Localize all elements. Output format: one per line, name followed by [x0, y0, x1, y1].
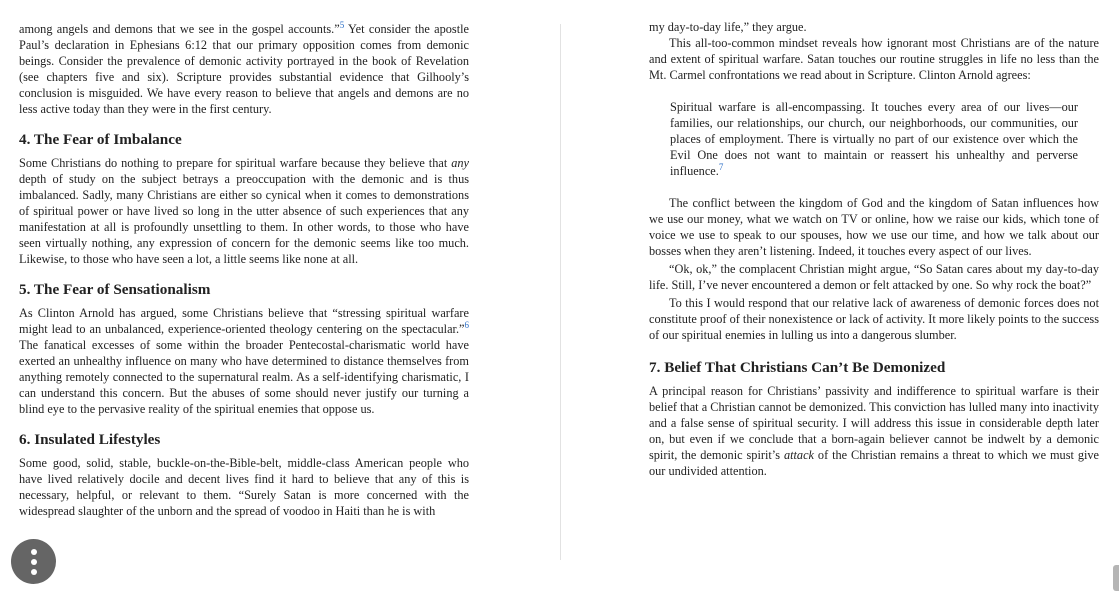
paragraph: [19, 155, 469, 267]
more-vertical-icon: [31, 569, 37, 575]
footnote-link-5[interactable]: 5: [339, 20, 345, 30]
section-heading-5: 5. The Fear of Sensationalism: [19, 281, 211, 298]
more-options-button[interactable]: [11, 539, 56, 584]
section-heading-4: 4. The Fear of Imbalance: [19, 131, 182, 148]
page-divider: [560, 24, 561, 560]
paragraph: “Ok, ok,” the complacent Christian might argue, “So Satan cares about my day-to-day life. Still, I’ve never encountered a demon or felt attacked by one. So why rock the boat?”: [649, 262, 1099, 292]
paragraph: The conflict between the kingdom of God and the kingdom of Satan influences how we use our money, what we watch on TV or online, how we raise our kids, which tone of voice we use to speak to our spouses, how we use our time, and how we talk about our bosses when they aren’t listening. Indeed, it touches every aspect of our lives.: [649, 196, 1099, 258]
section-heading-6: 6. Insulated Lifestyles: [19, 431, 161, 448]
right-page: [649, 0, 1099, 553]
footnote-link-7[interactable]: 7: [718, 162, 724, 172]
emphasis-text: attack: [783, 448, 814, 462]
paragraph-text: among angels and demons that we see in the gospel accounts.”: [19, 22, 340, 36]
paragraph-text: of the Christian remains a threat to which we must give our undivided attention.: [649, 448, 1099, 478]
block-quote: [670, 99, 1078, 179]
left-page: [19, 0, 469, 553]
paragraph-text: Yet consider the apostle Paul’s declaration in Ephesians 6:12 that our primary opposition comes from demonic beings. Consider the prevalence of demonic activity portrayed in the book of Revelation (see chapters five and six). Scripture provides substantial evidence that Gilhooly’s conclusion is misguided. We have every reason to believe that angels and demons are no less active today than they were in the first century.: [19, 22, 469, 116]
scrollbar-thumb[interactable]: [1113, 565, 1119, 591]
paragraph: Some good, solid, stable, buckle-on-the-Bible-belt, middle-class American people who have lived relatively docile and decent lives find it hard to believe that any of this is necessary, helpful, or relevant to them. “Surely Satan is more concerned with the widespread slaughter of the unborn and the spread of voodoo in Haiti than he is with: [19, 456, 469, 518]
paragraph-text: As Clinton Arnold has argued, some Christians believe that “stressing spiritual warfare might lead to an unbalanced, experience-oriented theology centering on the spectacular.”: [19, 306, 469, 336]
quote-paragraph: [670, 99, 1078, 179]
paragraph: To this I would respond that our relative lack of awareness of demonic forces does not constitute proof of their nonexistence or lack of activity. It more likely points to the success of our spiritual enemies in lulling us into a dangerous slumber.: [649, 296, 1099, 342]
more-vertical-icon: [31, 549, 37, 555]
paragraph: [19, 21, 469, 117]
paragraph: [649, 383, 1099, 479]
footnote-link-6[interactable]: 6: [464, 320, 469, 330]
emphasis-text: any: [451, 156, 469, 170]
section-heading-7: 7. Belief That Christians Can’t Be Demonized: [649, 359, 946, 376]
paragraph-text: Some Christians do nothing to prepare for spiritual warfare because they believe that: [19, 156, 452, 170]
paragraph-text: depth of study on the subject betrays a preoccupation with the demonic and is thus imbalanced. Sadly, many Christians are either so cynical when it comes to demonstrations of spiritual power or have lived so long in the utter absence of such experiences that any manifestation at all is profoundly unsettling to them. In other words, to those who have seen virtually nothing, any expression of concern for the demonic seems like too much. Likewise, to those who have seen a lot, a little seems like none at all.: [19, 172, 469, 266]
paragraph: [19, 305, 469, 417]
paragraph: my day-to-day life,” they argue.: [649, 20, 807, 34]
more-vertical-icon: [31, 559, 37, 565]
paragraph: This all-too-common mindset reveals how ignorant most Christians are of the nature and extent of spiritual warfare. Satan touches our routine struggles in life no less than the Mt. Carmel confrontations we read about in Scripture. Clinton Arnold agrees:: [649, 36, 1099, 82]
quote-text: Spiritual warfare is all-encompassing. It touches every area of our lives—our families, our relationships, our church, our neighborhoods, our communities, our places of employment. There is virtually no part of our existence over which the Evil One does not want to maintain or reassert his unhealthy and perverse influence.: [670, 100, 1078, 178]
paragraph-text: The fanatical excesses of some within the broader Pentecostal-charismatic world have exerted an unhealthy influence on many who have determined to distance themselves from anything remotely connected to the supernatural realm. As a self-identifying charismatic, I can understand this concern. But the abuses of some should never justify our turning a blind eye to the pervasive reality of the spiritual enemies that oppose us.: [19, 338, 469, 416]
paragraph-text: A principal reason for Christians’ passivity and indifference to spiritual warfare is their belief that a Christian cannot be demonized. This conviction has lulled many into inactivity and a false sense of spiritual security. I will address this issue in considerable depth later on, but even if we conclude that a born-again believer cannot be indwelt by a demonic spirit, the demonic spirit’s: [649, 384, 1099, 462]
